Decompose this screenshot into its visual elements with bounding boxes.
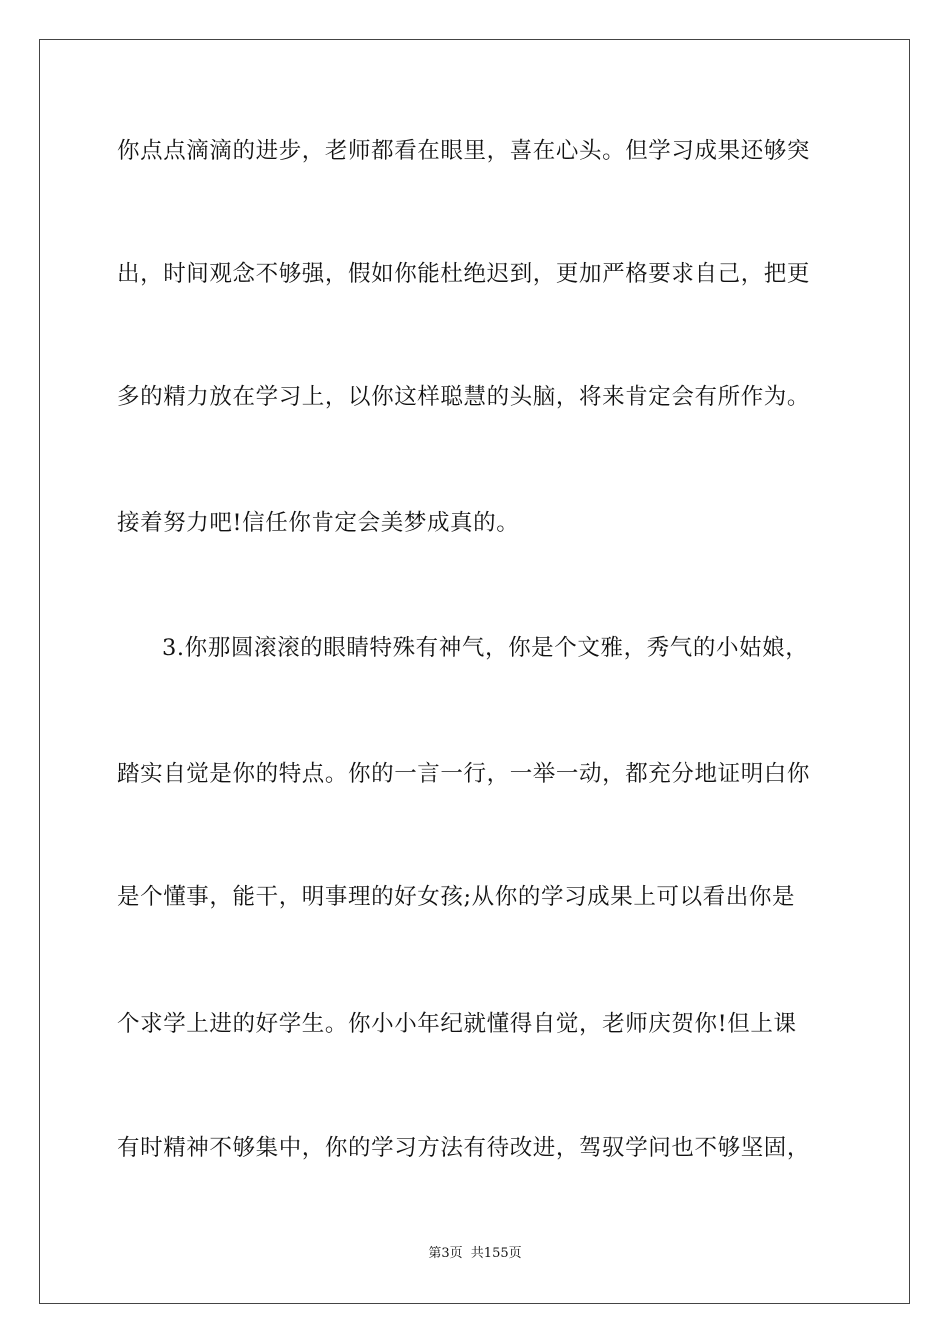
page-footer [0, 1245, 950, 1263]
body-line-9: 有时精神不够集中，你的学习方法有待改进，驾驭学问也不够坚固， [117, 1135, 811, 1161]
body-line-2: 出，时间观念不够强，假如你能杜绝迟到，更加严格要求自己，把更 [117, 261, 811, 287]
body-line-4: 接着努力吧!信任你肯定会美梦成真的。 [117, 510, 520, 536]
body-line-6: 踏实自觉是你的特点。你的一言一行，一举一动，都充分地证明白你 [117, 761, 811, 787]
page-number: 第3页 [428, 1246, 463, 1261]
body-line-3: 多的精力放在学习上，以你这样聪慧的头脑，将来肯定会有所作为。 [117, 384, 811, 410]
body-line-5: 3.你那圆滚滚的眼睛特殊有神气，你是个文雅，秀气的小姑娘， [162, 635, 809, 661]
body-line-7: 是个懂事，能干，明事理的好女孩;从你的学习成果上可以看出你是 [117, 884, 796, 910]
page-total: 共155页 [470, 1246, 522, 1261]
page-frame [39, 39, 910, 1304]
body-line-8: 个求学上进的好学生。你小小年纪就懂得自觉，老师庆贺你!但上课 [117, 1011, 797, 1037]
body-line-1: 你点点滴滴的进步，老师都看在眼里，喜在心头。但学习成果还够突 [117, 138, 811, 164]
